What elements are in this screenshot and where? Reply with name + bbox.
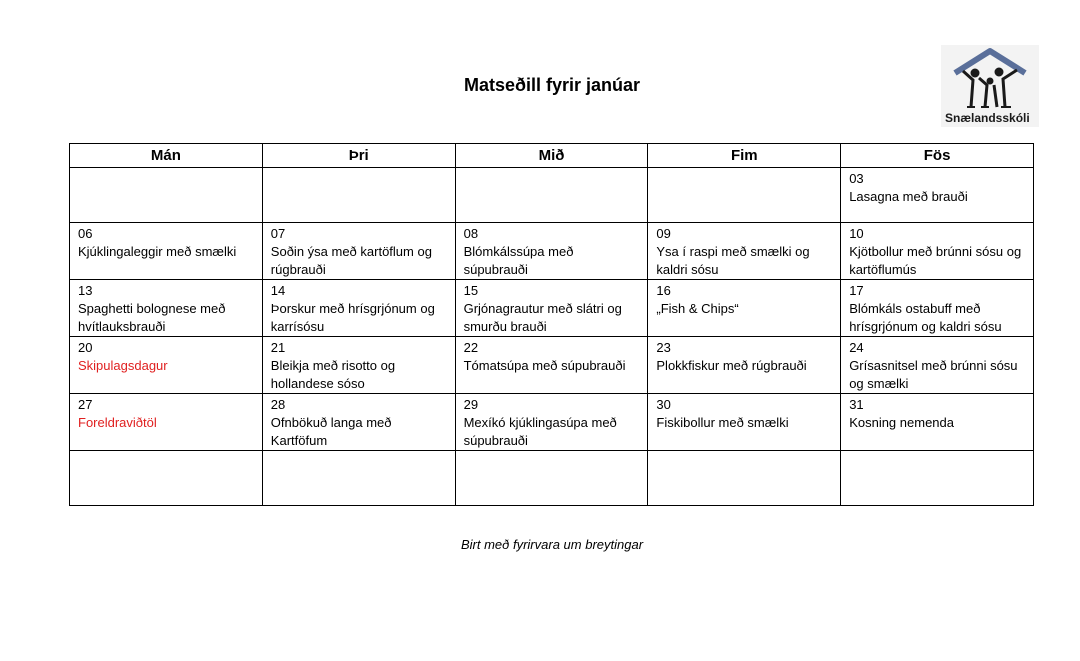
- school-logo: [941, 45, 1039, 127]
- menu-cell: [70, 223, 263, 280]
- meal-text: Grísasnitsel með brúnni sósu og smælki: [849, 358, 1018, 391]
- day-number: 27: [78, 397, 93, 412]
- table-row: [70, 337, 1034, 394]
- meal-text: Kjötbollur með brúnni sósu og kartöflumús: [849, 244, 1022, 277]
- day-number: 15: [463, 283, 479, 298]
- meal-text: Fiskibollur með smælki: [656, 415, 789, 430]
- header-fri: Fös: [841, 144, 1034, 168]
- menu-cell: [455, 168, 648, 223]
- menu-cell: [70, 168, 263, 223]
- menu-cell: [841, 451, 1034, 506]
- day-number: 21: [270, 340, 286, 355]
- day-number: 13: [78, 283, 93, 298]
- menu-cell: [648, 451, 841, 506]
- menu-cell: [455, 280, 648, 337]
- menu-cell: [841, 394, 1034, 451]
- menu-cell: [262, 280, 455, 337]
- meal-text: Kosning nemenda: [849, 415, 954, 430]
- menu-cell: [70, 280, 263, 337]
- menu-cell: [455, 223, 648, 280]
- menu-cell: [841, 337, 1034, 394]
- meal-text: Kjúklingaleggir með smælki: [78, 244, 237, 259]
- menu-cell: [455, 337, 648, 394]
- day-number: 20: [78, 340, 93, 355]
- meal-text: Skipulagsdagur: [78, 358, 168, 373]
- menu-cell: [648, 168, 841, 223]
- day-number: 28: [270, 397, 286, 412]
- header-wed: Mið: [455, 144, 648, 168]
- menu-cell: [70, 337, 263, 394]
- day-number: 17: [849, 283, 864, 298]
- meal-text: Ofnbökuð langa með Kartföfum: [270, 415, 392, 448]
- day-number: 30: [656, 397, 671, 412]
- menu-cell: [648, 394, 841, 451]
- page-title: Matseðill fyrir janúar: [463, 75, 641, 95]
- menu-cell: [262, 337, 455, 394]
- meal-text: Þorskur með hrísgrjónum og karrísósu: [270, 301, 435, 334]
- menu-cell: [262, 451, 455, 506]
- menu-cell: [841, 168, 1034, 223]
- menu-cell: [455, 451, 648, 506]
- menu-cell: [841, 223, 1034, 280]
- logo-text: Snælandsskóli: [945, 111, 1030, 125]
- menu-cell: [262, 168, 455, 223]
- header-thu: Fim: [648, 144, 841, 168]
- meal-text: Bleikja með risotto og hollandese sóso: [270, 358, 396, 391]
- meal-text: Soðin ýsa með kartöflum og rúgbrauði: [270, 244, 432, 277]
- day-number: 31: [849, 397, 864, 412]
- header-tue: Þri: [262, 144, 455, 168]
- meal-text: Grjónagrautur með slátri og smurðu brauði: [463, 301, 622, 334]
- day-number: 03: [849, 171, 864, 186]
- day-number: 10: [849, 226, 864, 241]
- meal-text: Foreldraviðtöl: [78, 415, 157, 430]
- meal-text: Ysa í raspi með smælki og kaldri sósu: [656, 244, 810, 277]
- meal-text: Blómkáls ostabuff með hrísgrjónum og kaldri sósu: [849, 301, 1002, 334]
- disclaimer: Birt með fyrirvara um breytingar: [460, 537, 644, 552]
- day-number: 07: [270, 226, 286, 241]
- meal-text: Plokkfiskur með rúgbrauði: [656, 358, 807, 373]
- meal-text: Spaghetti bolognese með hvítlauksbrauði: [78, 301, 226, 334]
- menu-table: [69, 143, 1034, 506]
- meal-text: Lasagna með brauði: [849, 189, 968, 204]
- day-number: 16: [656, 283, 671, 298]
- table-row: [70, 168, 1034, 223]
- header-mon: Mán: [70, 144, 263, 168]
- day-number: 09: [656, 226, 671, 241]
- table-row: [70, 451, 1034, 506]
- menu-cell: [648, 337, 841, 394]
- meal-text: Mexíkó kjúklingasúpa með súpubrauði: [463, 415, 617, 448]
- day-number: 23: [656, 340, 671, 355]
- table-row: [70, 394, 1034, 451]
- table-row: [70, 280, 1034, 337]
- day-number: 24: [849, 340, 864, 355]
- menu-cell: [648, 223, 841, 280]
- menu-cell: [455, 394, 648, 451]
- menu-cell: [648, 280, 841, 337]
- menu-cell: [70, 394, 263, 451]
- meal-text: Blómkálssúpa með súpubrauði: [463, 244, 574, 277]
- day-number: 06: [78, 226, 93, 241]
- menu-cell: [70, 451, 263, 506]
- meal-text: Tómatsúpa með súpubrauði: [463, 358, 626, 373]
- menu-cell: [262, 394, 455, 451]
- day-number: 29: [463, 397, 479, 412]
- day-number: 14: [270, 283, 286, 298]
- day-number: 22: [463, 340, 479, 355]
- meal-text: „Fish & Chips“: [656, 301, 739, 316]
- header-row: [70, 144, 1034, 168]
- day-number: 08: [463, 226, 479, 241]
- table-row: [70, 223, 1034, 280]
- menu-cell: [841, 280, 1034, 337]
- menu-cell: [262, 223, 455, 280]
